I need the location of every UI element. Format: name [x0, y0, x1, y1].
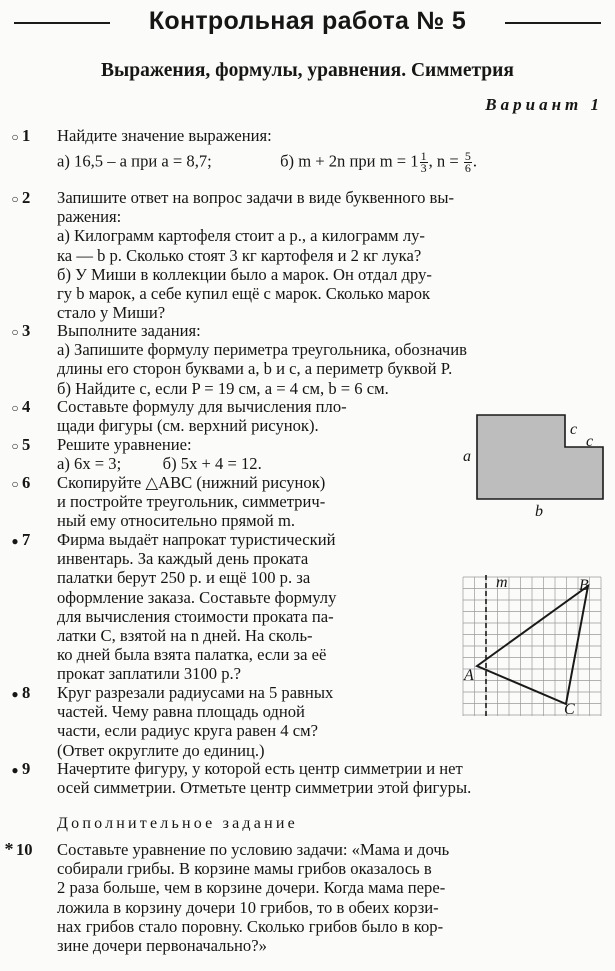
label-B: B — [579, 577, 589, 594]
task-2: ○ 2 Запишите ответ на вопрос задачи в виде буквенного вы- ражения: а) Килограмм картофеля стоит a р., а килограмм лу- ка — b р. Сколько стоят 3 кг картофеля и 2 кг лука? б) У Миши в коллекции было a марок. Он отдал дру- гу b марок, а себе купил ещё c марок. Сколько марок стало у Миши? — [11, 188, 455, 323]
figure-l-shape — [455, 405, 615, 525]
label-m: m — [496, 574, 508, 591]
label-C: C — [564, 701, 575, 718]
header — [0, 0, 615, 44]
label-a: a — [463, 448, 471, 465]
task-4: ○ 4 Составьте формулу для вычисления пло- щади фигуры (см. верхний рисунок). — [11, 397, 347, 436]
page-title: Контрольная работа № 5 — [0, 7, 615, 36]
label-c2: c — [586, 433, 594, 450]
figure-grid-triangle — [455, 573, 615, 723]
triangle-abc — [477, 586, 588, 704]
task-6: ○ 6 Скопируйте △ABC (нижний рисунок) и постройте треугольник, симметрич- ный ему относительно прямой m. — [11, 473, 326, 531]
grid — [463, 577, 601, 716]
label-A: A — [464, 667, 474, 684]
task-10: * 10 Составьте уравнение по условию задачи: «Мама и дочь собирали грибы. В корзине мамы грибов оказалось в 2 раза больше, чем в корзине дочери. Когда мама пере- ложила в корзину дочери 10 грибов, то в обеих корзи- нах грибов стало поровну. Сколько грибов было в кор- зине дочери первоначально?» — [4, 839, 450, 956]
task-7: ● 7 Фирма выдаёт напрокат туристический инвентарь. За каждый день проката палатки берут 250 р. и ещё 100 р. за оформление заказа. Составьте формулу для вычисления стоимости проката па- латки C, взятой на n дней. На сколь- ко дней была взята палатка, если за её прокат заплатили 3100 р.? — [11, 530, 337, 684]
task-9: ● 9 Начертите фигуру, у которой есть центр симметрии и нет осей симметрии. Отметьте центр симметрии этой фигуры. — [11, 759, 472, 798]
variant-label: Вариант 1 — [485, 95, 603, 114]
task-3: ○ 3 Выполните задания: а) Запишите формулу периметра треугольника, обозначив длины его сторон буквами a, b и c, а периметр буквой P. б) Найдите c, если P = 19 см, a = 4 см, b = 6 см. — [11, 321, 467, 398]
label-b: b — [535, 503, 543, 520]
task-8: ● 8 Круг разрезали радиусами на 5 равных частей. Чему равна площадь одной части, если радиус круга равен 4 см? (Ответ округлите до единиц.) — [11, 683, 334, 760]
task-5: ○ 5 Решите уравнение: а) 6x = 3; б) 5x + 4 = 12. — [11, 435, 262, 474]
label-c1: c — [570, 421, 578, 438]
subtitle: Выражения, формулы, уравнения. Симметрия — [101, 60, 514, 81]
extra-section-title: Дополнительное задание — [57, 815, 298, 832]
task-1: ○ 1 Найдите значение выражения: а) 16,5 – a при a = 8,7; б) m + 2n при m = 1 $\frac{1}{3}$ , n = $\frac{5}{6}$ . — [11, 126, 477, 176]
l-shape-polygon — [477, 415, 603, 499]
